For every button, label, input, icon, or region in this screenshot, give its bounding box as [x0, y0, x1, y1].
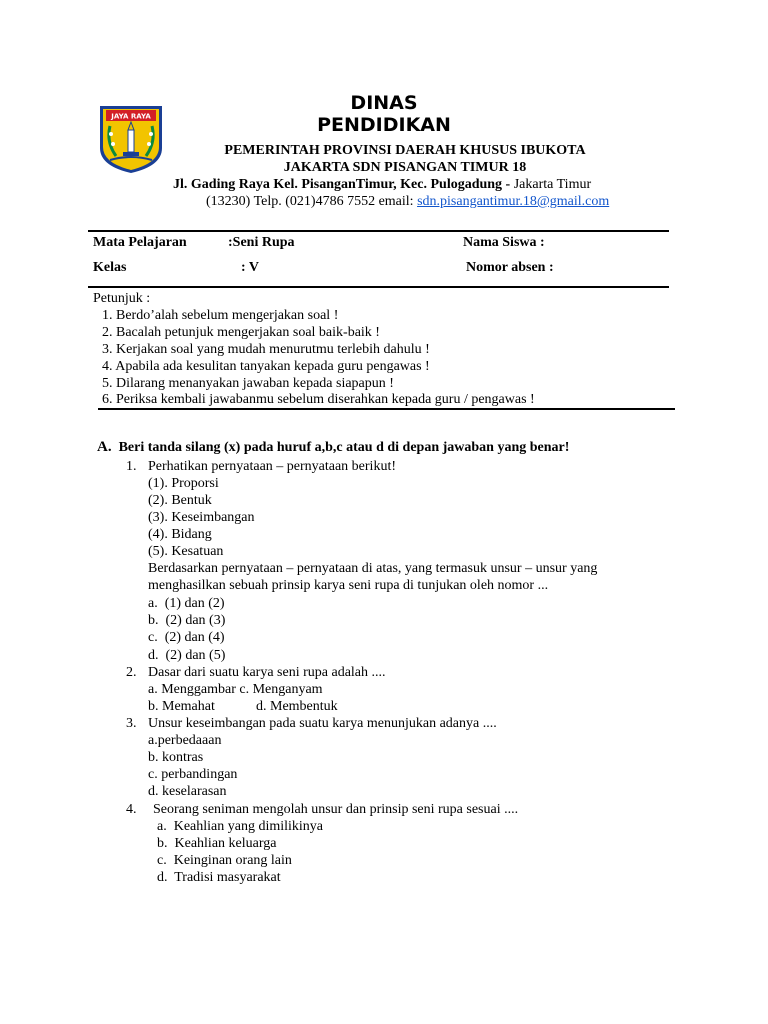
question-text: Seorang seniman mengolah unsur dan prinsip seni rupa sesuai .... — [153, 802, 519, 817]
email-link[interactable]: sdn.pisangantimur.18@gmail.com — [417, 194, 610, 209]
question-number: 2. — [126, 665, 137, 680]
instruction-item: 1. Berdo’alah sebelum mengerjakan soal ! — [102, 308, 339, 323]
school-contact: (13230) Telp. (021)4786 7552 email: sdn.pisangantimur.18@gmail.com — [206, 194, 610, 209]
question-prompt: menghasilkan sebuah prinsip karya seni rupa di tunjukan oleh nomor ... — [148, 578, 549, 593]
student-name-label: Nama Siswa : — [463, 235, 545, 250]
instruction-item: 4. Apabila ada kesulitan tanyakan kepada guru pengawas ! — [102, 359, 430, 374]
identity-bottom-rule — [88, 286, 669, 288]
svg-text:JAYA RAYA: JAYA RAYA — [111, 112, 151, 121]
class-label: Kelas — [93, 260, 127, 275]
answer-option-a[interactable]: a. Keahlian yang dimilikinya — [157, 819, 324, 834]
answer-option-c[interactable]: c. (2) dan (4) — [148, 630, 225, 645]
question-number: 4. — [126, 802, 137, 817]
answer-option-d[interactable]: d. Tradisi masyarakat — [157, 870, 281, 885]
page-title-line2: PENDIDIKAN — [317, 114, 451, 136]
page-title-line1: DINAS — [350, 92, 418, 114]
statement-item: (1). Proporsi — [148, 476, 219, 491]
question-number: 1. — [126, 459, 137, 474]
answer-option-d[interactable]: d. (2) dan (5) — [148, 648, 226, 663]
question-text: Unsur keseimbangan pada suatu karya menunjukan adanya .... — [148, 716, 497, 731]
question-text: Dasar dari suatu karya seni rupa adalah .... — [148, 665, 386, 680]
subject-label: Mata Pelajaran — [93, 235, 187, 250]
answer-option-c[interactable]: c. perbandingan — [148, 767, 238, 782]
section-a-heading: A. Beri tanda silang (x) pada huruf a,b,c atau d di depan jawaban yang benar! — [97, 439, 570, 455]
org-name-line2: JAKARTA SDN PISANGAN TIMUR 18 — [283, 160, 527, 175]
answer-options-ac[interactable]: a. Menggambar c. Menganyam — [148, 682, 323, 697]
subject-value: :Seni Rupa — [228, 235, 295, 250]
attendance-number-label: Nomor absen : — [466, 260, 554, 275]
question-prompt: Berdasarkan pernyataan – pernyataan di atas, yang termasuk unsur – unsur yang — [148, 561, 598, 576]
question-text: Perhatikan pernyataan – pernyataan berikut! — [148, 459, 397, 474]
answer-option-b[interactable]: b. Keahlian keluarga — [157, 836, 277, 851]
class-value: : V — [241, 260, 260, 275]
answer-option-c[interactable]: c. Keinginan orang lain — [157, 853, 292, 868]
answer-option-a[interactable]: a. (1) dan (2) — [148, 596, 225, 611]
answer-option-b[interactable]: b. Memahat — [148, 699, 215, 714]
statement-item: (2). Bentuk — [148, 493, 212, 508]
question-number: 3. — [126, 716, 137, 731]
instructions-rule — [98, 408, 675, 410]
instructions-title: Petunjuk : — [93, 291, 151, 306]
answer-option-b[interactable]: b. kontras — [148, 750, 204, 765]
school-address: Jl. Gading Raya Kel. PisanganTimur, Kec. Pulogadung - Jakarta Timur — [173, 177, 592, 192]
answer-option-b[interactable]: b. (2) dan (3) — [148, 613, 226, 628]
org-name-line1: PEMERINTAH PROVINSI DAERAH KHUSUS IBUKOTA — [224, 143, 586, 158]
answer-option-d[interactable]: d. keselarasan — [148, 784, 227, 799]
statement-item: (4). Bidang — [148, 527, 212, 542]
answer-option-d[interactable]: d. Membentuk — [256, 699, 338, 714]
instruction-item: 2. Bacalah petunjuk mengerjakan soal baik-baik ! — [102, 325, 380, 340]
instruction-item: 3. Kerjakan soal yang mudah menurutmu terlebih dahulu ! — [102, 342, 430, 357]
instruction-item: 5. Dilarang menanyakan jawaban kepada siapapun ! — [102, 376, 394, 391]
statement-item: (3). Keseimbangan — [148, 510, 255, 525]
instruction-item: 6. Periksa kembali jawabanmu sebelum diserahkan kepada guru / pengawas ! — [102, 392, 535, 407]
statement-item: (5). Kesatuan — [148, 544, 224, 559]
answer-option-a[interactable]: a.perbedaaan — [148, 733, 222, 748]
identity-top-rule — [88, 230, 669, 232]
